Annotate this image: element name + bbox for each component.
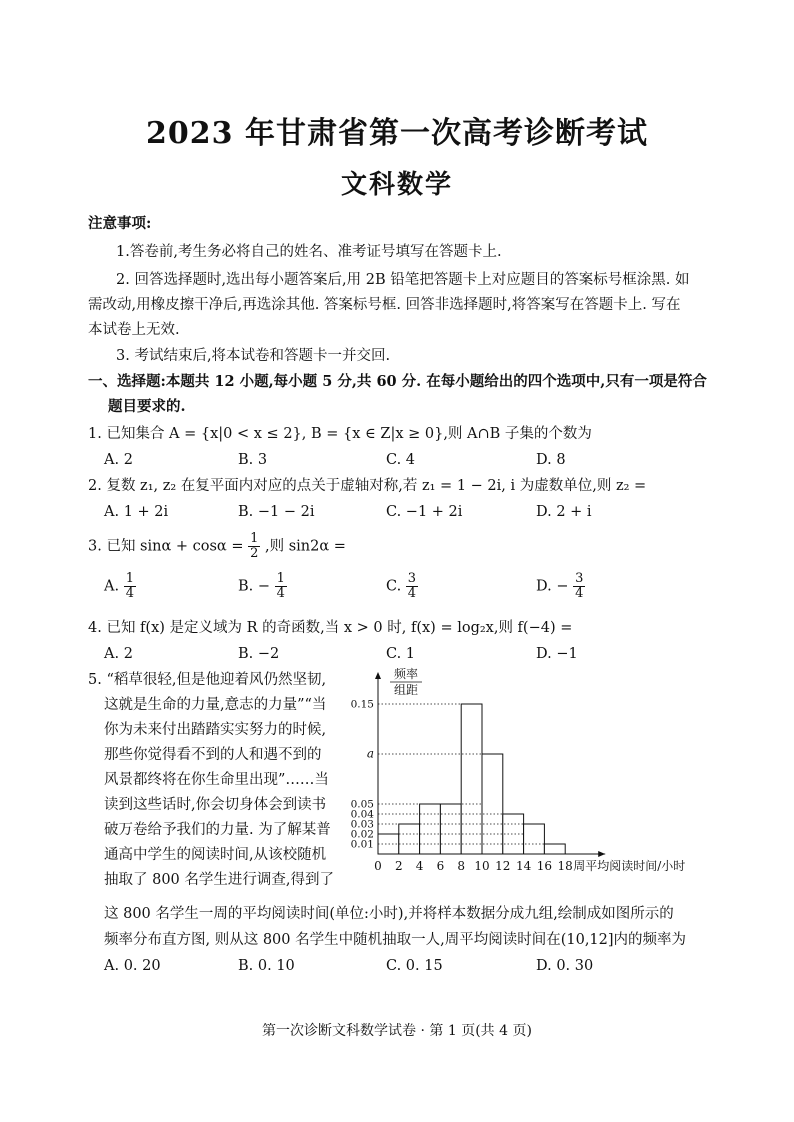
q2-option-a: A. 1 + 2i: [104, 504, 169, 520]
y-axis-label-bottom: 组距: [394, 683, 419, 697]
q4-option-a: A. 2: [104, 646, 133, 662]
section-heading: 一、选择题:本题共 12 小题,每小题 5 分,共 60 分. 在每小题给出的四个选项中,只有一项是符合: [88, 373, 707, 390]
y-tick-label: 0.03: [350, 818, 374, 831]
q1-option-a: A. 2: [104, 452, 133, 468]
y-tick-label: 0.04: [350, 808, 374, 821]
histogram-bar: [482, 754, 503, 854]
q5-line-7: 破万卷给予我们的力量. 为了解某普: [104, 822, 331, 838]
notice-item-2a: 2. 回答选择题时,选出每小题答案后,用 2B 铅笔把答题卡上对应题目的答案标号框涂黑. 如: [116, 272, 690, 288]
q5-option-b: B. 0. 10: [238, 958, 295, 974]
y-axis-label-top: 频率: [394, 667, 419, 681]
notice-item-2b: 需改动,用橡皮擦干净后,再选涂其他. 答案标号框. 回答非选择题时,将答案写在答题卡上. 写在: [88, 297, 681, 313]
q2-option-b: B. −1 − 2i: [238, 504, 315, 520]
x-tick-label: 6: [436, 859, 445, 873]
q3-option-b: [238, 572, 287, 601]
x-axis-label: 周平均阅读时间/小时: [573, 859, 686, 873]
exam-subtitle: 文科数学: [340, 170, 453, 200]
q3-d-label: D.: [536, 578, 552, 595]
q5-option-a: A. 0. 20: [104, 958, 161, 974]
question-4-stem: 4. 已知 f(x) 是定义域为 R 的奇函数,当 x > 0 时, f(x) = log₂x,则 f(−4) =: [88, 620, 573, 636]
y-tick-label: a: [366, 746, 374, 761]
q3-option-c: [386, 572, 418, 601]
q4-option-b: B. −2: [238, 646, 280, 662]
histogram-bar: [440, 804, 461, 854]
question-2-stem: 2. 复数 z₁, z₂ 在复平面内对应的点关于虚轴对称,若 z₁ = 1 − 2i, i 为虚数单位,则 z₂ =: [88, 478, 647, 494]
notice-item-2c: 本试卷上无效.: [88, 322, 180, 338]
notice-heading: 注意事项:: [88, 215, 152, 232]
histogram-bar: [399, 824, 420, 854]
q3-b-den: 4: [276, 586, 285, 601]
question-1-stem: 1. 已知集合 A = {x|0 < x ≤ 2}, B = {x ∈ Z|x ≥ 0},则 A∩B 子集的个数为: [88, 426, 592, 442]
q5-line-3: 你为未来付出踏踏实实努力的时候,: [104, 722, 327, 738]
q5-line-4: 那些你觉得看不到的人和遇不到的: [104, 747, 322, 763]
frequency-histogram: [340, 664, 720, 886]
q3-a-den: 4: [125, 586, 134, 601]
notice-item-3: 3. 考试结束后,将本试卷和答题卡一并交回.: [116, 348, 391, 364]
q5-line-2: 这就是生命的力量,意志的力量”“当: [104, 697, 327, 713]
page-footer: 第一次诊断文科数学试卷 · 第 1 页(共 4 页): [262, 1023, 532, 1039]
q5-option-c: C. 0. 15: [386, 958, 443, 974]
x-tick-label: 0: [374, 859, 382, 873]
q3-b-fraction: [275, 572, 287, 601]
q3-d-sign: −: [556, 578, 569, 595]
x-tick-label: 14: [515, 859, 532, 873]
q5-line-8: 通高中学生的阅读时间,从该校随机: [104, 847, 327, 863]
q3-a-num: 1: [125, 571, 134, 586]
y-axis-arrow-icon: [375, 672, 381, 679]
q4-option-d: D. −1: [536, 646, 578, 662]
x-tick-label: 10: [474, 859, 490, 873]
q3-option-d: [536, 572, 585, 601]
x-tick-label: 4: [415, 859, 424, 873]
q5-line-10: 这 800 名学生一周的平均阅读时间(单位:小时),并将样本数据分成九组,绘制成如图所示的: [104, 906, 674, 922]
x-tick-label: 18: [557, 859, 573, 873]
q3-d-fraction: [573, 572, 585, 601]
y-tick-label: 0.02: [350, 828, 374, 841]
q5-line-5: 风景都终将在你生命里出现”……当: [104, 772, 329, 788]
histogram-bar: [544, 844, 565, 854]
x-tick-label: 12: [495, 859, 511, 873]
q3-b-sign: −: [257, 578, 271, 595]
x-tick-label: 8: [457, 859, 466, 873]
q5-option-d: D. 0. 30: [536, 958, 594, 974]
x-tick-label: 16: [536, 859, 553, 873]
q5-line-9: 抽取了 800 名学生进行调查,得到了: [104, 872, 335, 888]
q1-option-c: C. 4: [386, 452, 416, 468]
q5-line-1: 5. “稻草很轻,但是他迎着风仍然坚韧,: [88, 672, 327, 688]
q3-stem-den: 2: [250, 546, 259, 561]
q4-option-c: C. 1: [386, 646, 416, 662]
q3-stem-fraction: [248, 532, 260, 561]
q3-c-label: C.: [386, 578, 402, 595]
histogram-bar: [524, 824, 545, 854]
q3-a-label: A.: [104, 578, 120, 595]
q5-line-6: 读到这些话时,你会切身体会到读书: [104, 797, 327, 813]
notice-item-1: 1.答卷前,考生务必将自己的姓名、准考证号填写在答题卡上.: [116, 244, 502, 260]
q3-option-a: [104, 572, 136, 601]
q3-d-num: 3: [575, 571, 584, 586]
q3-c-fraction: [406, 572, 418, 601]
section-heading-cont: 题目要求的.: [108, 398, 186, 415]
q3-d-den: 4: [575, 586, 584, 601]
q3-stem-post: ,则 sin2α =: [264, 538, 346, 555]
q3-c-num: 3: [407, 571, 417, 586]
histogram-bar: [503, 814, 524, 854]
q3-a-fraction: [124, 572, 136, 601]
x-tick-label: 2: [394, 859, 403, 873]
q3-b-label: B.: [238, 578, 254, 595]
q3-stem-num: 1: [250, 531, 259, 546]
q3-c-den: 4: [407, 586, 417, 601]
y-tick-label: 0.01: [350, 838, 374, 851]
q3-stem-pre: 3. 已知 sinα + cosα =: [88, 538, 244, 555]
histogram-bar: [420, 804, 441, 854]
q1-option-b: B. 3: [238, 452, 268, 468]
histogram-bar: [461, 704, 482, 854]
exam-title: 2023 年甘肃省第一次高考诊断考试: [146, 116, 648, 151]
q3-b-num: 1: [276, 571, 285, 586]
x-axis-arrow-icon: [598, 851, 605, 857]
q2-option-c: C. −1 + 2i: [386, 504, 463, 520]
q1-option-d: D. 8: [536, 452, 566, 468]
question-3-stem: [88, 532, 346, 561]
q2-option-d: D. 2 + i: [536, 504, 592, 520]
y-tick-label: 0.05: [350, 798, 374, 811]
q5-line-11: 频率分布直方图, 则从这 800 名学生中随机抽取一人,周平均阅读时间在(10,12]内的频率为: [104, 932, 687, 948]
y-tick-label: 0.15: [350, 698, 374, 711]
